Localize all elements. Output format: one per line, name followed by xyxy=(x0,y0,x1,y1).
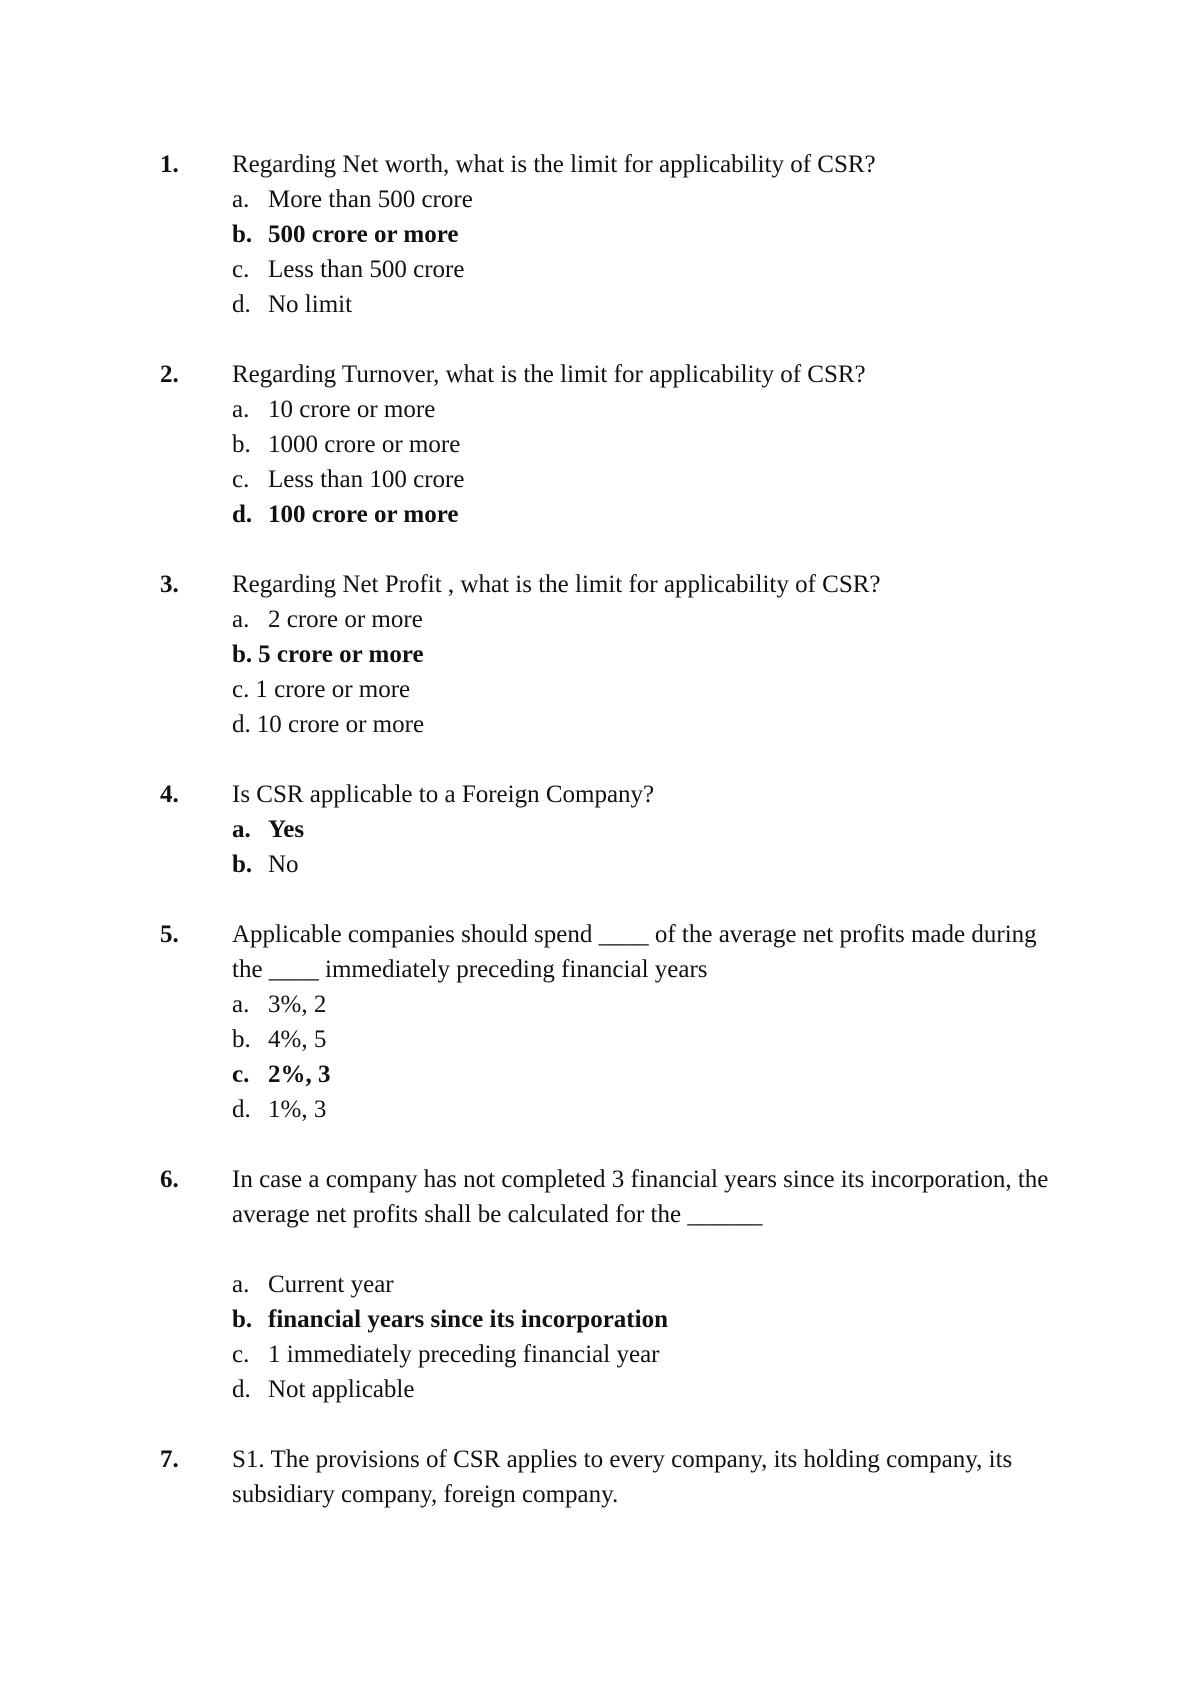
option-a xyxy=(232,1267,1052,1302)
question-text: Applicable companies should spend ____ of the average net profits made during the ____ immediately preceding financial years xyxy=(232,921,1043,983)
question-number: 6. xyxy=(160,1166,179,1193)
option-text: 100 crore or more xyxy=(268,501,459,528)
option-letter: c. xyxy=(232,256,250,283)
question-number: 1. xyxy=(160,151,179,178)
option-text: 4%, 5 xyxy=(268,1026,327,1053)
option-a xyxy=(232,602,1052,637)
option-text: Less than 500 crore xyxy=(268,256,465,283)
option-b-correct xyxy=(232,217,1052,252)
option-text: Not applicable xyxy=(268,1376,415,1403)
option-text: 2%, 3 xyxy=(268,1061,331,1088)
option-letter: a. xyxy=(232,186,250,213)
question-text: S1. The provisions of CSR applies to every company, its holding company, its subsidiary company, foreign company. xyxy=(232,1446,1019,1508)
option-c xyxy=(232,672,1052,707)
option-letter: d. xyxy=(232,291,251,318)
option-letter: c. xyxy=(232,466,250,493)
option-letter: b. xyxy=(232,1306,253,1333)
option-text: Yes xyxy=(268,816,305,843)
question-2 xyxy=(0,357,1200,532)
question-4 xyxy=(0,777,1200,882)
question-text: Is CSR applicable to a Foreign Company? xyxy=(232,781,655,808)
option-letter: a. xyxy=(232,991,250,1018)
question-number: 3. xyxy=(160,571,179,598)
option-letter: d. xyxy=(232,711,251,738)
option-text: No limit xyxy=(268,291,353,318)
option-letter: b. xyxy=(232,221,253,248)
option-d xyxy=(232,1092,1052,1127)
question-6 xyxy=(0,1162,1200,1407)
option-b xyxy=(232,427,1052,462)
option-c xyxy=(232,1337,1052,1372)
option-d xyxy=(232,1372,1052,1407)
question-text: In case a company has not completed 3 financial years since its incorporation, the average net profits shall be calculated for the ______ xyxy=(232,1166,1055,1228)
option-text: Less than 100 crore xyxy=(268,466,465,493)
question-7 xyxy=(0,1442,1200,1512)
question-number: 4. xyxy=(160,781,179,808)
blank-line xyxy=(232,1232,1052,1267)
option-b xyxy=(232,847,1052,882)
option-text: 3%, 2 xyxy=(268,991,327,1018)
option-a xyxy=(232,182,1052,217)
option-d xyxy=(232,707,1052,742)
option-letter: c. xyxy=(232,676,250,703)
option-b xyxy=(232,1022,1052,1057)
option-text: 10 crore or more xyxy=(268,396,436,423)
question-1 xyxy=(0,147,1200,322)
option-d xyxy=(232,287,1052,322)
option-a xyxy=(232,392,1052,427)
option-letter: d. xyxy=(232,1376,251,1403)
question-3 xyxy=(0,567,1200,742)
option-c xyxy=(232,462,1052,497)
option-c-correct xyxy=(232,1057,1052,1092)
option-letter: b. xyxy=(232,431,251,458)
option-letter: b. xyxy=(232,851,253,878)
option-letter: a. xyxy=(232,1271,250,1298)
option-a xyxy=(232,987,1052,1022)
option-text: No xyxy=(268,851,299,878)
option-letter: d. xyxy=(232,1096,251,1123)
option-b-correct xyxy=(232,637,1052,672)
option-letter: a. xyxy=(232,816,251,843)
question-number: 5. xyxy=(160,921,179,948)
option-letter: c. xyxy=(232,1061,250,1088)
option-text: 2 crore or more xyxy=(268,606,423,633)
option-text: 5 crore or more xyxy=(258,641,424,668)
option-d-correct xyxy=(232,497,1052,532)
option-a-correct xyxy=(232,812,1052,847)
option-text: 1%, 3 xyxy=(268,1096,327,1123)
option-text: Current year xyxy=(268,1271,394,1298)
option-text: 500 crore or more xyxy=(268,221,459,248)
option-text: financial years since its incorporation xyxy=(268,1306,668,1333)
question-text: Regarding Net worth, what is the limit for applicability of CSR? xyxy=(232,151,876,178)
option-c xyxy=(232,252,1052,287)
question-text: Regarding Net Profit , what is the limit for applicability of CSR? xyxy=(232,571,881,598)
option-letter: a. xyxy=(232,606,250,633)
option-b-correct xyxy=(232,1302,1052,1337)
option-text: 1000 crore or more xyxy=(268,431,461,458)
question-text: Regarding Turnover, what is the limit for applicability of CSR? xyxy=(232,361,866,388)
option-letter: c. xyxy=(232,1341,250,1368)
question-5 xyxy=(0,917,1200,1127)
option-letter: d. xyxy=(232,501,253,528)
option-text: 1 crore or more xyxy=(255,676,411,703)
option-text: 10 crore or more xyxy=(256,711,425,738)
question-number: 2. xyxy=(160,361,179,388)
option-letter: b. xyxy=(232,641,253,668)
option-text: 1 immediately preceding financial year xyxy=(268,1341,660,1368)
option-letter: b. xyxy=(232,1026,251,1053)
question-number: 7. xyxy=(160,1446,179,1473)
option-text: More than 500 crore xyxy=(268,186,473,213)
option-letter: a. xyxy=(232,396,250,423)
